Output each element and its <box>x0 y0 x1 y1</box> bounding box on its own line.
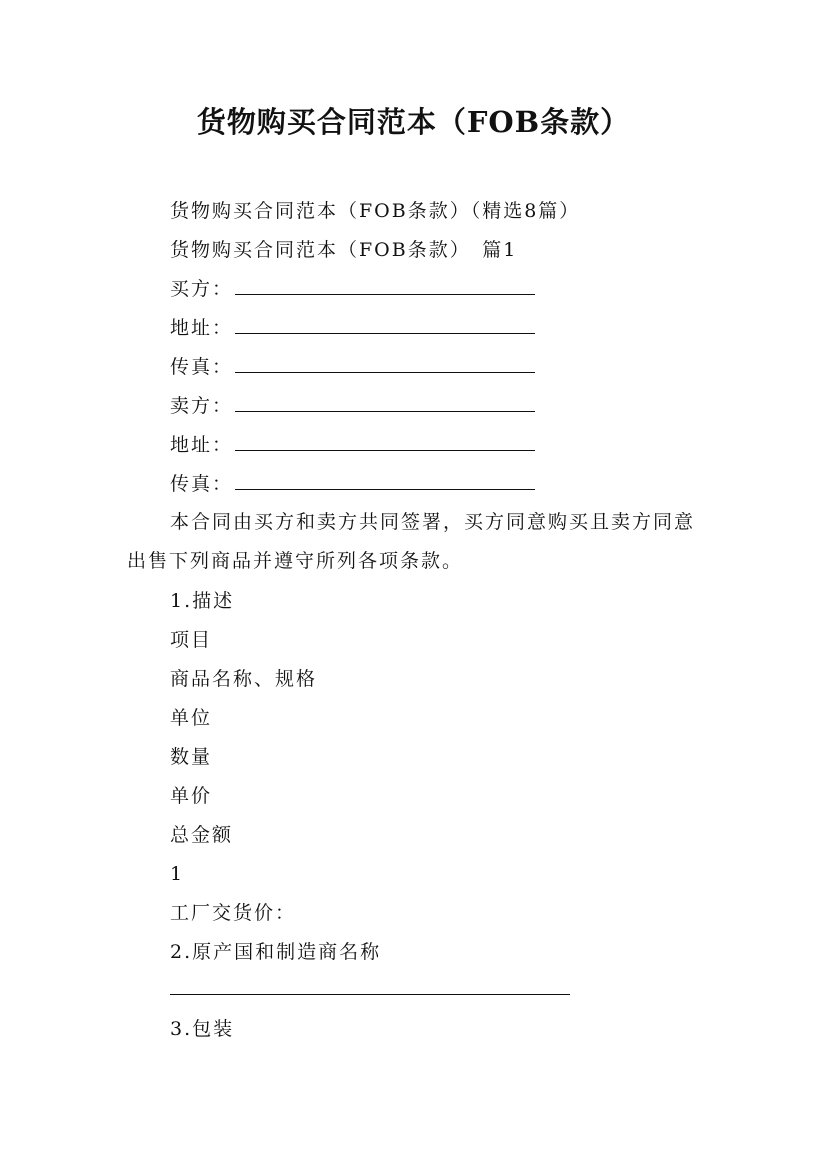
packaging-heading: 3.包装 <box>170 1018 235 1040</box>
seller-address-field <box>170 432 535 458</box>
buyer-address-blank <box>235 315 535 334</box>
section-heading: 货物购买合同范本（FOB条款） 篇1 <box>170 239 518 261</box>
item-unit-price: 单价 <box>170 785 213 807</box>
origin-manufacturer-blank <box>170 994 570 995</box>
item-exworks-price: 工厂交货价： <box>170 902 297 924</box>
buyer-field <box>170 276 535 302</box>
seller-address-label: 地址： <box>170 434 234 456</box>
item-description-heading: 1.描述 <box>170 590 235 612</box>
subtitle: 货物购买合同范本（FOB条款）（精选8篇） <box>170 200 581 222</box>
origin-manufacturer-heading: 2.原产国和制造商名称 <box>170 941 382 963</box>
seller-fax-label: 传真： <box>170 473 234 495</box>
seller-blank <box>235 393 535 412</box>
document-title: 货物购买合同范本（FOB条款） <box>196 105 631 139</box>
buyer-fax-blank <box>235 354 535 373</box>
buyer-blank <box>235 276 535 295</box>
item-quantity: 数量 <box>170 746 213 768</box>
item-total-amount: 总金额 <box>170 824 234 846</box>
item-number: 1 <box>170 863 185 885</box>
buyer-label: 买方： <box>170 278 234 300</box>
item-product-name: 商品名称、规格 <box>170 668 318 690</box>
item-project: 项目 <box>170 629 213 651</box>
seller-field <box>170 393 535 419</box>
seller-label: 卖方： <box>170 395 234 417</box>
intro-paragraph: 本合同由买方和卖方共同签署，买方同意购买且卖方同意出售下列商品并遵守所列各项条款。 <box>127 511 696 572</box>
seller-fax-field <box>170 471 535 497</box>
buyer-fax-field <box>170 354 535 380</box>
buyer-address-label: 地址： <box>170 317 234 339</box>
seller-address-blank <box>235 432 535 451</box>
buyer-address-field <box>170 315 535 341</box>
buyer-fax-label: 传真： <box>170 356 234 378</box>
seller-fax-blank <box>235 471 535 490</box>
item-unit: 单位 <box>170 707 213 729</box>
